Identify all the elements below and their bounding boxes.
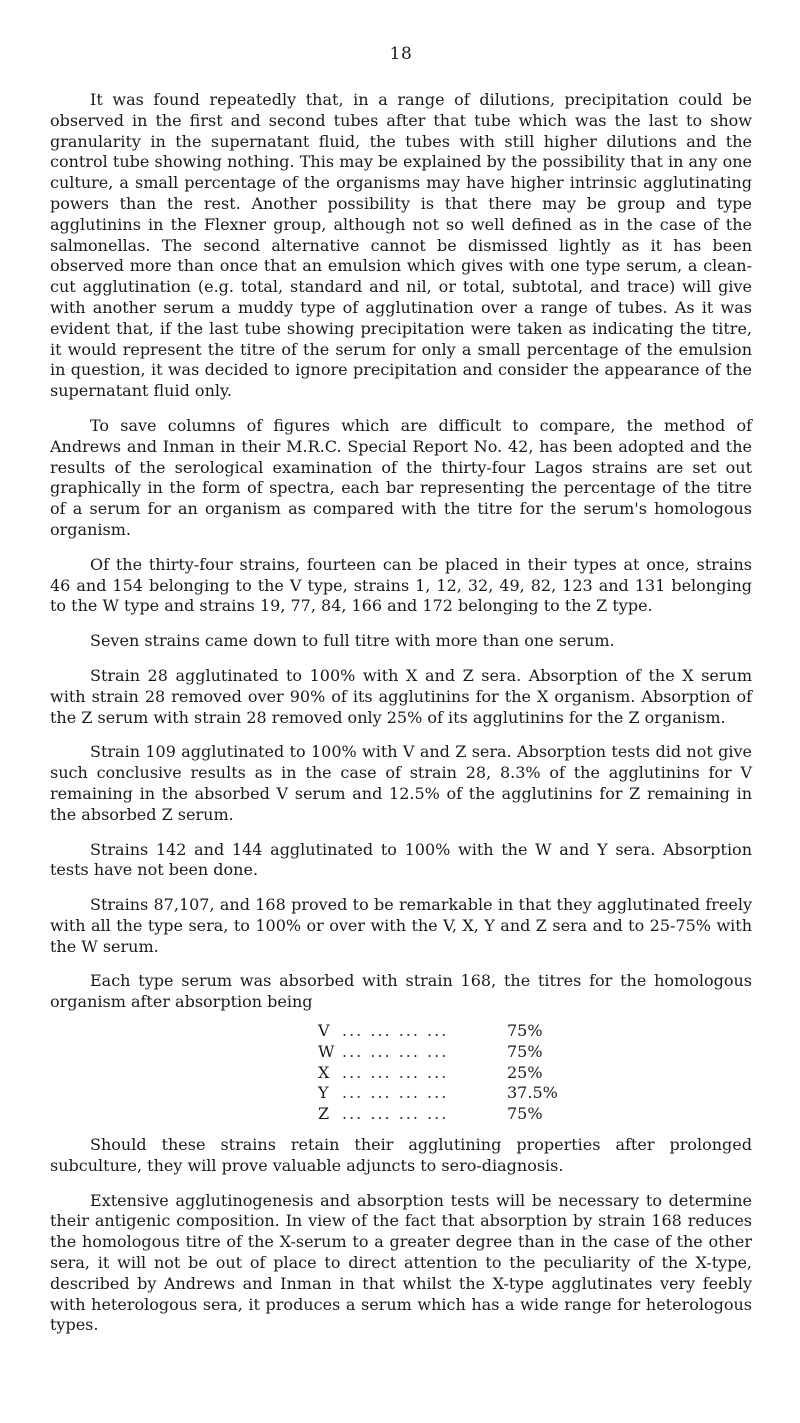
type-label: V bbox=[318, 1021, 330, 1041]
page-number: 18 bbox=[389, 44, 413, 64]
paragraph-agglutinogenesis: Extensive agglutinogenesis and absorption tests will be necessary to determine their antigenic composition. In view of the fact that absorption by strain 168 reduces the homologous titre of the X-serum to a greater degree than in the case of the other sera, it will not be out of place to direct attention to the peculiarity of the X-type, described by Andrews and Inman in that whilst the X-type agglutinates very feebly with heterologous sera, it produces a serum which has a wide range for heterologous types. bbox=[50, 1190, 752, 1335]
type-label: Z bbox=[318, 1104, 330, 1124]
type-label: X bbox=[318, 1062, 330, 1082]
dot-leader: ... ... ... ... bbox=[342, 1062, 449, 1082]
titre-value: 25% bbox=[507, 1062, 543, 1082]
table-row bbox=[318, 1104, 558, 1125]
paragraph-strain-28: Strain 28 agglutinated to 100% with X and Z sera. Absorption of the X serum with strain 28 removed over 90% of its agglutinins for the X organism. Absorption of the Z serum with strain 28 removed only 25% of its agglutinins for the Z organism. bbox=[50, 665, 752, 727]
dot-leader: ... ... ... ... bbox=[342, 1041, 449, 1061]
paragraph-absorption-intro: Each type serum was absorbed with strain 168, the titres for the homologous organism after absorption being bbox=[50, 971, 752, 1012]
paragraph-precipitation: It was found repeatedly that, in a range of dilutions, precipitation could be observed in the first and second tubes after that tube which was the last to show granularity in the supernatant fluid, the tubes with still higher dilutions and the control tube showing nothing. This may be explained by the possibility that in any one culture, a small percentage of the organisms may have higher intrinsic agglutinating powers than the rest. Another possibility is that there may be group and type agglutinins in the Flexner group, although not so well defined as in the case of the salmonellas. The second alternative cannot be dismissed lightly as it has been observed more than once that an emulsion which gives with one type serum, a clean-cut agglutination (e.g. total, standard and nil, or total, subtotal, and trace) will give with another serum a muddy type of agglutination over a range of tubes. As it was evident that, if the last tube showing precipitation were taken as indicating the titre, it would represent the titre of the serum for only a small percentage of the emulsion in question, it was decided to ignore precipitation and consider the appearance of the supernatant fluid only. bbox=[50, 90, 752, 401]
dot-leader: ... ... ... ... bbox=[342, 1083, 449, 1103]
titre-table-wrapper bbox=[318, 1021, 752, 1125]
table-row bbox=[318, 1042, 558, 1063]
titre-value: 37.5% bbox=[507, 1083, 558, 1103]
paragraph-strain-types: Of the thirty-four strains, fourteen can be placed in their types at once, strains 46 and 154 belonging to the V type, strains 1, 12, 32, 49, 82, 123 and 131 belonging to the W type and strains 19, 77, 84, 166 and 172 belonging to the Z type. bbox=[50, 554, 752, 616]
dot-leader: ... ... ... ... bbox=[342, 1104, 449, 1124]
table-row bbox=[318, 1063, 558, 1084]
paragraph-strains-87-107-168: Strains 87,107, and 168 proved to be remarkable in that they agglutinated freely with all the type sera, to 100% or over with the V, X, Y and Z sera and to 25-75% with the W serum. bbox=[50, 895, 752, 956]
table-row bbox=[318, 1083, 558, 1104]
type-label: Y bbox=[318, 1083, 329, 1103]
titre-value: 75% bbox=[507, 1104, 543, 1124]
titre-value: 75% bbox=[507, 1021, 543, 1041]
table-row bbox=[318, 1021, 558, 1042]
titre-table bbox=[318, 1021, 558, 1125]
paragraph-strain-109: Strain 109 agglutinated to 100% with V and Z sera. Absorption tests did not give such conclusive results as in the case of strain 28, 8.3% of the agglutinins for V remaining in the absorbed V serum and 12.5% of the agglutinins for Z remaining in the absorbed Z serum. bbox=[50, 742, 752, 824]
paragraph-strains-142-144: Strains 142 and 144 agglutinated to 100% with the W and Y sera. Absorption tests have not been done. bbox=[50, 839, 752, 880]
paragraph-method: To save columns of figures which are difficult to compare, the method of Andrews and Inman in their M.R.C. Special Report No. 42, has been adopted and the results of the serological examination of the thirty-four Lagos strains are set out graphically in the form of spectra, each bar representing the percentage of the titre of a serum for an organism as compared with the titre for the serum's homologous organism. bbox=[50, 415, 752, 539]
dot-leader: ... ... ... ... bbox=[342, 1021, 449, 1041]
titre-value: 75% bbox=[507, 1041, 543, 1061]
paragraph-subculture: Should these strains retain their agglutining properties after prolonged subculture, they will prove valuable adjuncts to sero-diagnosis. bbox=[50, 1135, 752, 1175]
paragraph-seven-strains: Seven strains came down to full titre with more than one serum. bbox=[90, 631, 615, 651]
type-label: W bbox=[318, 1041, 335, 1061]
